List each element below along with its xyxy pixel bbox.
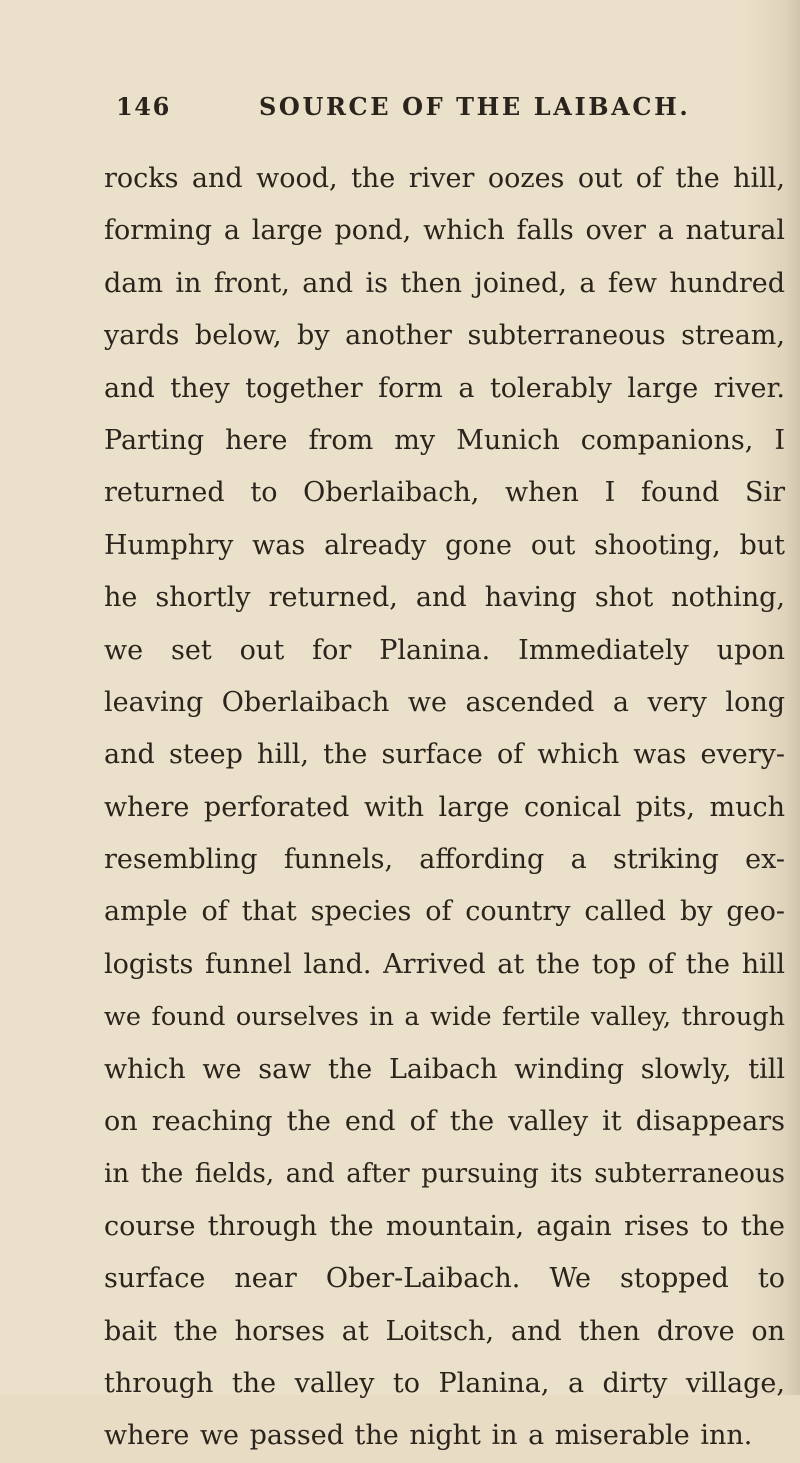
text-line: which we saw the Laibach winding slowly, till	[104, 1053, 785, 1085]
text-line: resembling funnels, affording a striking ex-	[104, 844, 785, 876]
text-line: forming a large pond, which falls over a natural	[104, 215, 785, 247]
text-line: he shortly returned, and having shot nothing,	[104, 582, 785, 614]
text-line: logists funnel land. Arrived at the top of the hill	[104, 948, 785, 980]
text-line: returned to Oberlaibach, when I found Sir	[104, 477, 785, 509]
text-line: through the valley to Planina, a dirty village,	[104, 1367, 785, 1399]
text-line: rocks and wood, the river oozes out of the hill,	[104, 163, 785, 194]
text-line: on reaching the end of the valley it disappears	[104, 1106, 785, 1138]
text-line: leaving Oberlaibach we ascended a very long	[104, 686, 785, 718]
text-line: dam in front, and is then joined, a few hundred	[104, 267, 785, 299]
text-line: in the fields, and after pursuing its subterraneous	[104, 1159, 785, 1190]
running-head	[116, 92, 760, 122]
body-text	[104, 153, 785, 1463]
text-line: surface near Ober-Laibach. We stopped to	[104, 1263, 785, 1295]
text-line: and they together form a tolerably large river.	[104, 372, 785, 404]
text-line: bait the horses at Loitsch, and then drove on	[104, 1315, 785, 1347]
text-line: course through the mountain, again rises to the	[104, 1210, 785, 1242]
text-line: we found ourselves in a wide fertile valley, through	[104, 1002, 785, 1033]
text-line: and steep hill, the surface of which was every-	[104, 739, 785, 771]
text-line: we set out for Planina. Immediately upon	[104, 634, 785, 666]
page-number: 146	[116, 92, 171, 121]
text-line: where perforated with large conical pits, much	[104, 791, 785, 823]
text-line: yards below, by another subterraneous stream,	[104, 320, 785, 352]
text-line: Parting here from my Munich companions, I	[104, 424, 785, 456]
text-line: ample of that species of country called by geo-	[104, 896, 785, 928]
text-line: Humphry was already gone out shooting, but	[104, 529, 785, 561]
text-line: where we passed the night in a miserable inn.	[104, 1420, 753, 1452]
running-title: SOURCE OF THE LAIBACH.	[259, 92, 691, 121]
